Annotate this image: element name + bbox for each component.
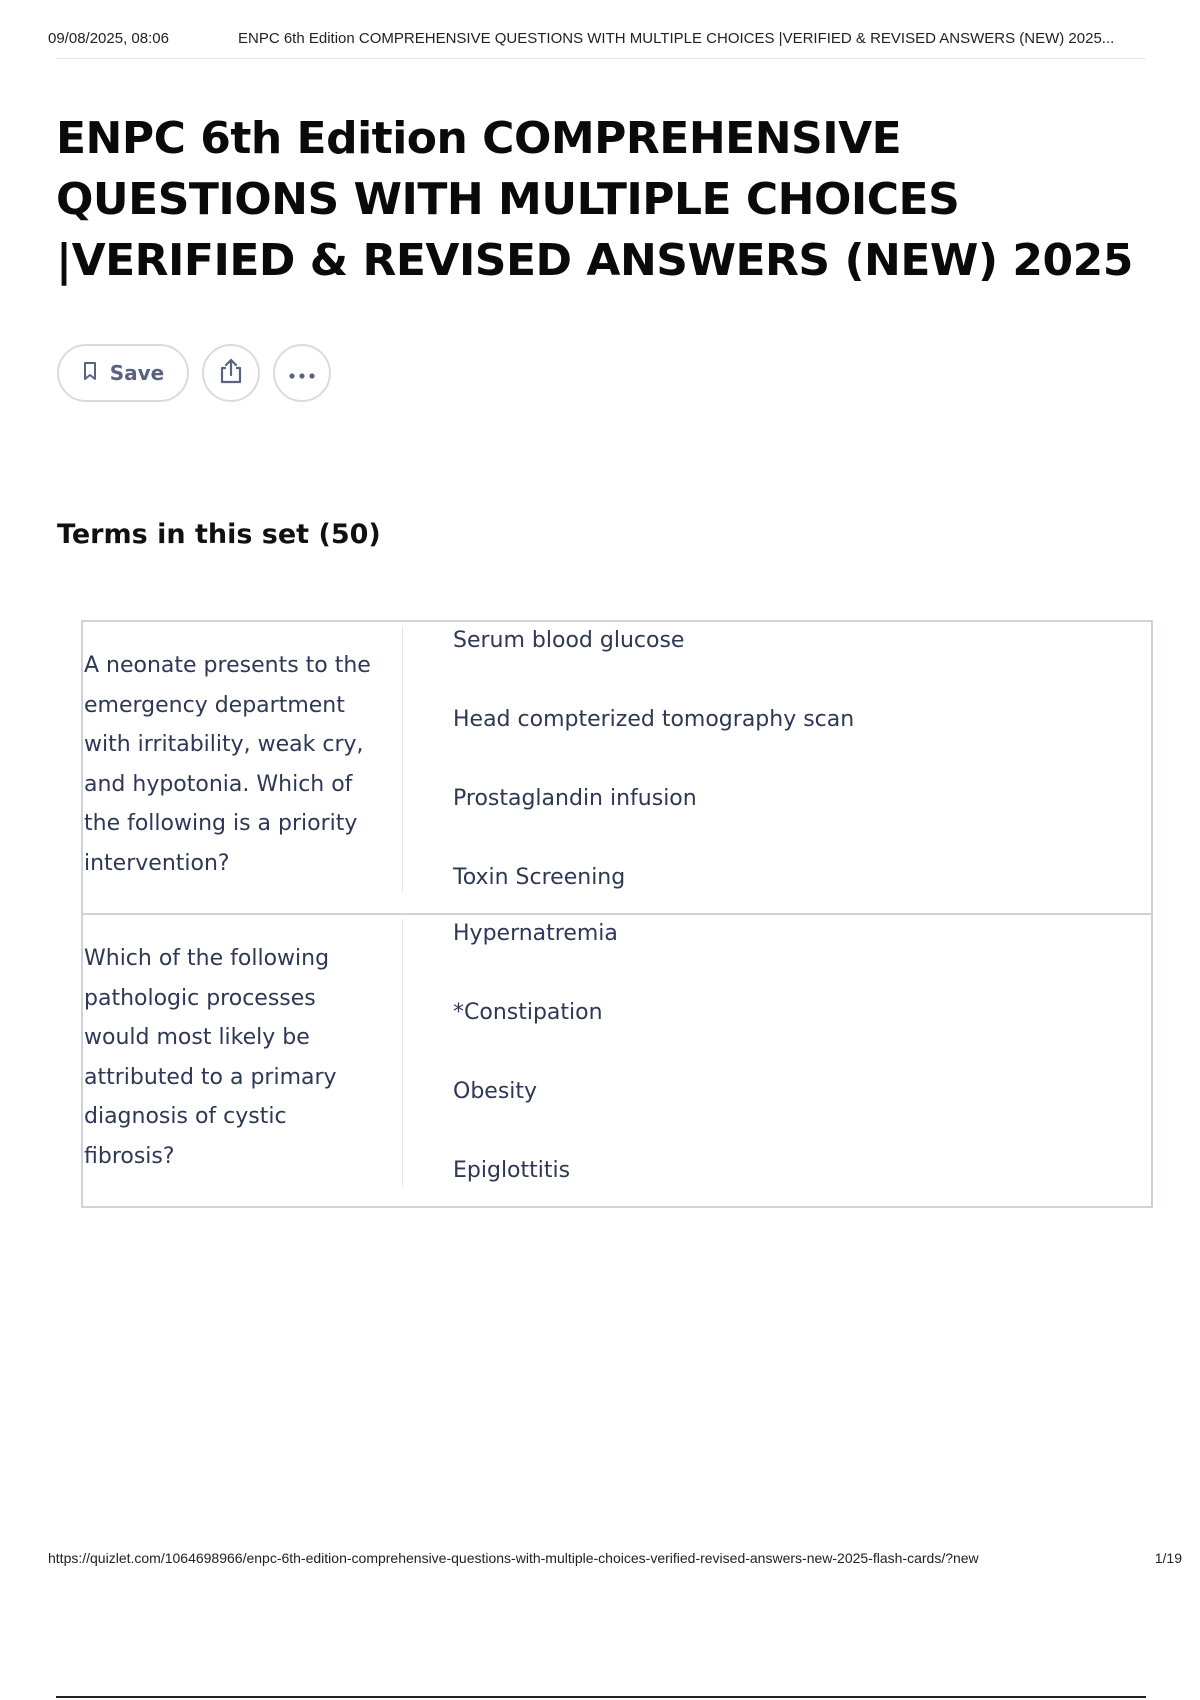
bottom-divider bbox=[56, 1696, 1146, 1698]
answer-choice: Serum blood glucose bbox=[453, 628, 685, 653]
header-divider bbox=[56, 58, 1146, 59]
answer-choice: *Constipation bbox=[453, 1000, 603, 1025]
answer-choice: Head compterized tomography scan bbox=[453, 707, 855, 732]
action-bar bbox=[57, 343, 331, 403]
answer-choice: Hypernatremia bbox=[453, 921, 618, 946]
term-card bbox=[81, 913, 1153, 1208]
print-url: https://quizlet.com/1064698966/enpc-6th-edition-comprehensive-questions-with-multiple-choices-verified-revised-answers-new-2025-flash-cards/?new bbox=[48, 1550, 979, 1566]
answer-choice: Epiglottitis bbox=[453, 1158, 571, 1183]
save-button-label: Save bbox=[109, 361, 165, 385]
term-answer-choices bbox=[453, 915, 1133, 1231]
more-options-button[interactable] bbox=[273, 344, 331, 402]
print-document-title: ENPC 6th Edition COMPREHENSIVE QUESTIONS WITH MULTIPLE CHOICES |VERIFIED & REVISED ANSWERS (NEW) 2025... bbox=[238, 30, 1115, 47]
answer-choice: Prostaglandin infusion bbox=[453, 786, 697, 811]
page-title: ENPC 6th Edition COMPREHENSIVE QUESTIONS WITH MULTIPLE CHOICES |VERIFIED & REVISED ANSWERS (NEW) 2025 bbox=[56, 113, 1133, 286]
term-card bbox=[81, 620, 1153, 915]
print-timestamp: 09/08/2025, 08:06 bbox=[48, 30, 169, 47]
print-header bbox=[48, 30, 1188, 52]
print-footer bbox=[48, 1550, 1188, 1570]
term-answer-choices bbox=[453, 622, 1133, 938]
page-number: 1/19 bbox=[1154, 1550, 1182, 1566]
save-button[interactable] bbox=[57, 344, 189, 402]
share-button[interactable] bbox=[202, 344, 260, 402]
term-question: A neonate presents to the emergency department with irritability, weak cry, and hypotonia. Which of the following is a priority intervention? bbox=[84, 653, 371, 876]
answer-choice: Obesity bbox=[453, 1079, 538, 1104]
term-divider bbox=[402, 626, 403, 893]
bookmark-icon bbox=[82, 361, 98, 386]
terms-section-title: Terms in this set (50) bbox=[57, 519, 381, 550]
share-icon bbox=[218, 357, 244, 390]
term-divider bbox=[402, 919, 403, 1186]
terms-list bbox=[81, 620, 1153, 1208]
answer-choice: Toxin Screening bbox=[453, 865, 626, 890]
more-horizontal-icon bbox=[288, 361, 316, 385]
term-question: Which of the following pathologic processes would most likely be attributed to a primary diagnosis of cystic fibrosis? bbox=[84, 946, 337, 1169]
